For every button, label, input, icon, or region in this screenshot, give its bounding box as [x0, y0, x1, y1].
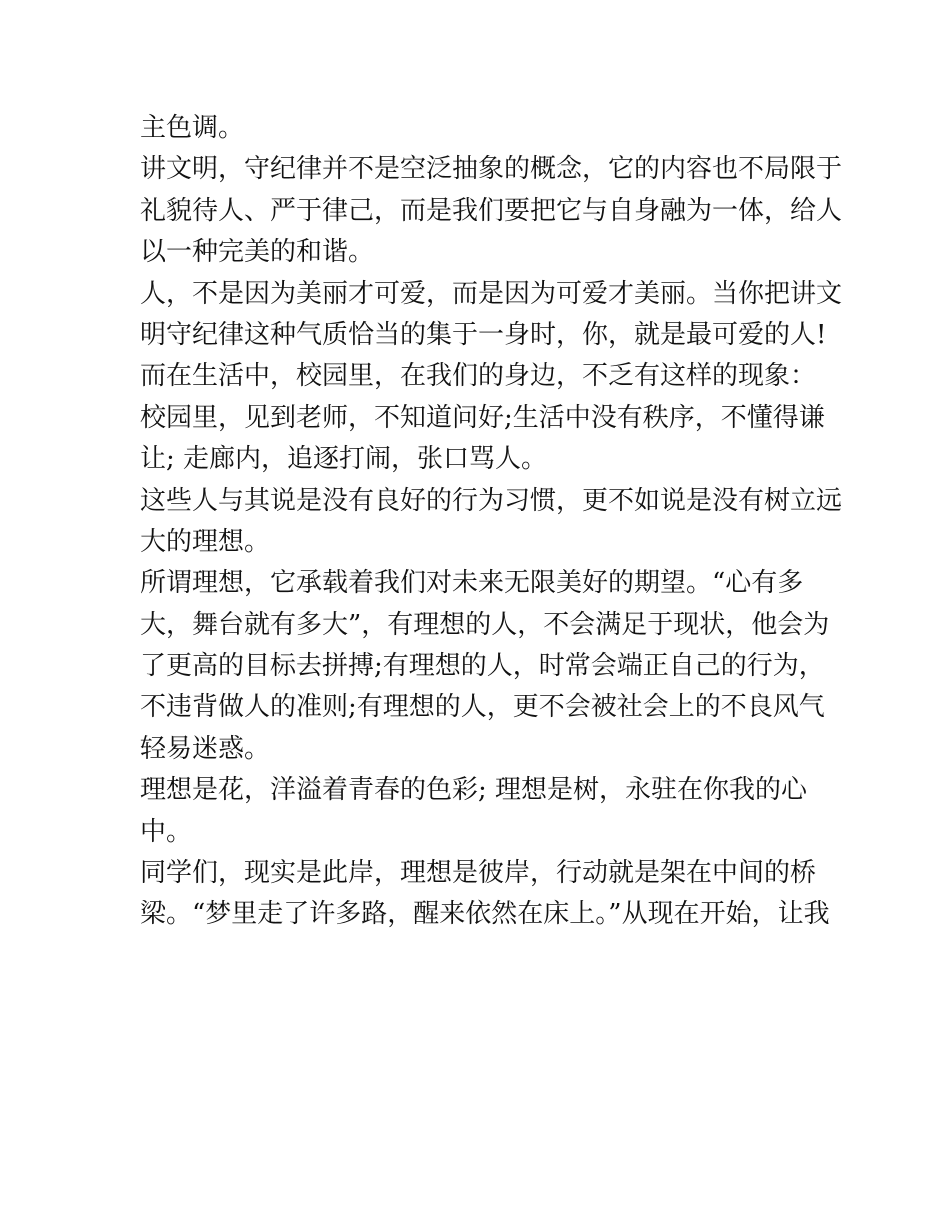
text-line: 主色调。 [140, 113, 245, 143]
text-line: 所谓理想，它承载着我们对未来无限美好的期望。“心有多 [140, 568, 804, 599]
text-line: 这些人与其说是没有良好的行为习惯，更不如说是没有树立远 [140, 485, 843, 516]
text-line: 校园里，见到老师，不知道问好;生活中没有秩序，不懂得谦 [140, 402, 825, 433]
text-line: 不违背做人的准则;有理想的人，更不会被社会上的不良风气 [140, 692, 825, 723]
text-line: 理想是花，洋溢着青春的色彩; 理想是树，永驻在你我的心 [140, 775, 808, 806]
text-line: 以一种完美的和谐。 [140, 237, 375, 268]
text-line: 轻易迷惑。 [140, 733, 271, 764]
text-line: 明守纪律这种气质恰当的集于一身时，你，就是最可爱的人! [140, 319, 827, 350]
text-line: 而在生活中，校园里，在我们的身边，不乏有这样的现象： [140, 361, 817, 392]
text-line: 同学们，现实是此岸，理想是彼岸，行动就是架在中间的桥 [140, 858, 817, 889]
text-line: 讲文明，守纪律并不是空泛抽象的概念，它的内容也不局限于 [140, 154, 843, 185]
text-line: 了更高的目标去拼搏;有理想的人，时常会端正自己的行为， [140, 651, 825, 682]
text-line: 礼貌待人、严于律己，而是我们要把它与自身融为一体，给人 [140, 195, 843, 226]
text-line: 梁。“梦里走了许多路，醒来依然在床上。”从现在开始，让我 [140, 899, 830, 930]
text-line: 让; 走廊内，追逐打闹，张口骂人。 [140, 444, 548, 475]
text-line: 大，舞台就有多大”，有理想的人，不会满足于现状，他会为 [140, 609, 830, 640]
text-line: 人，不是因为美丽才可爱，而是因为可爱才美丽。当你把讲文 [140, 278, 843, 309]
text-line: 中。 [140, 816, 193, 847]
document-body-text [140, 108, 843, 936]
text-line: 大的理想。 [140, 526, 271, 557]
